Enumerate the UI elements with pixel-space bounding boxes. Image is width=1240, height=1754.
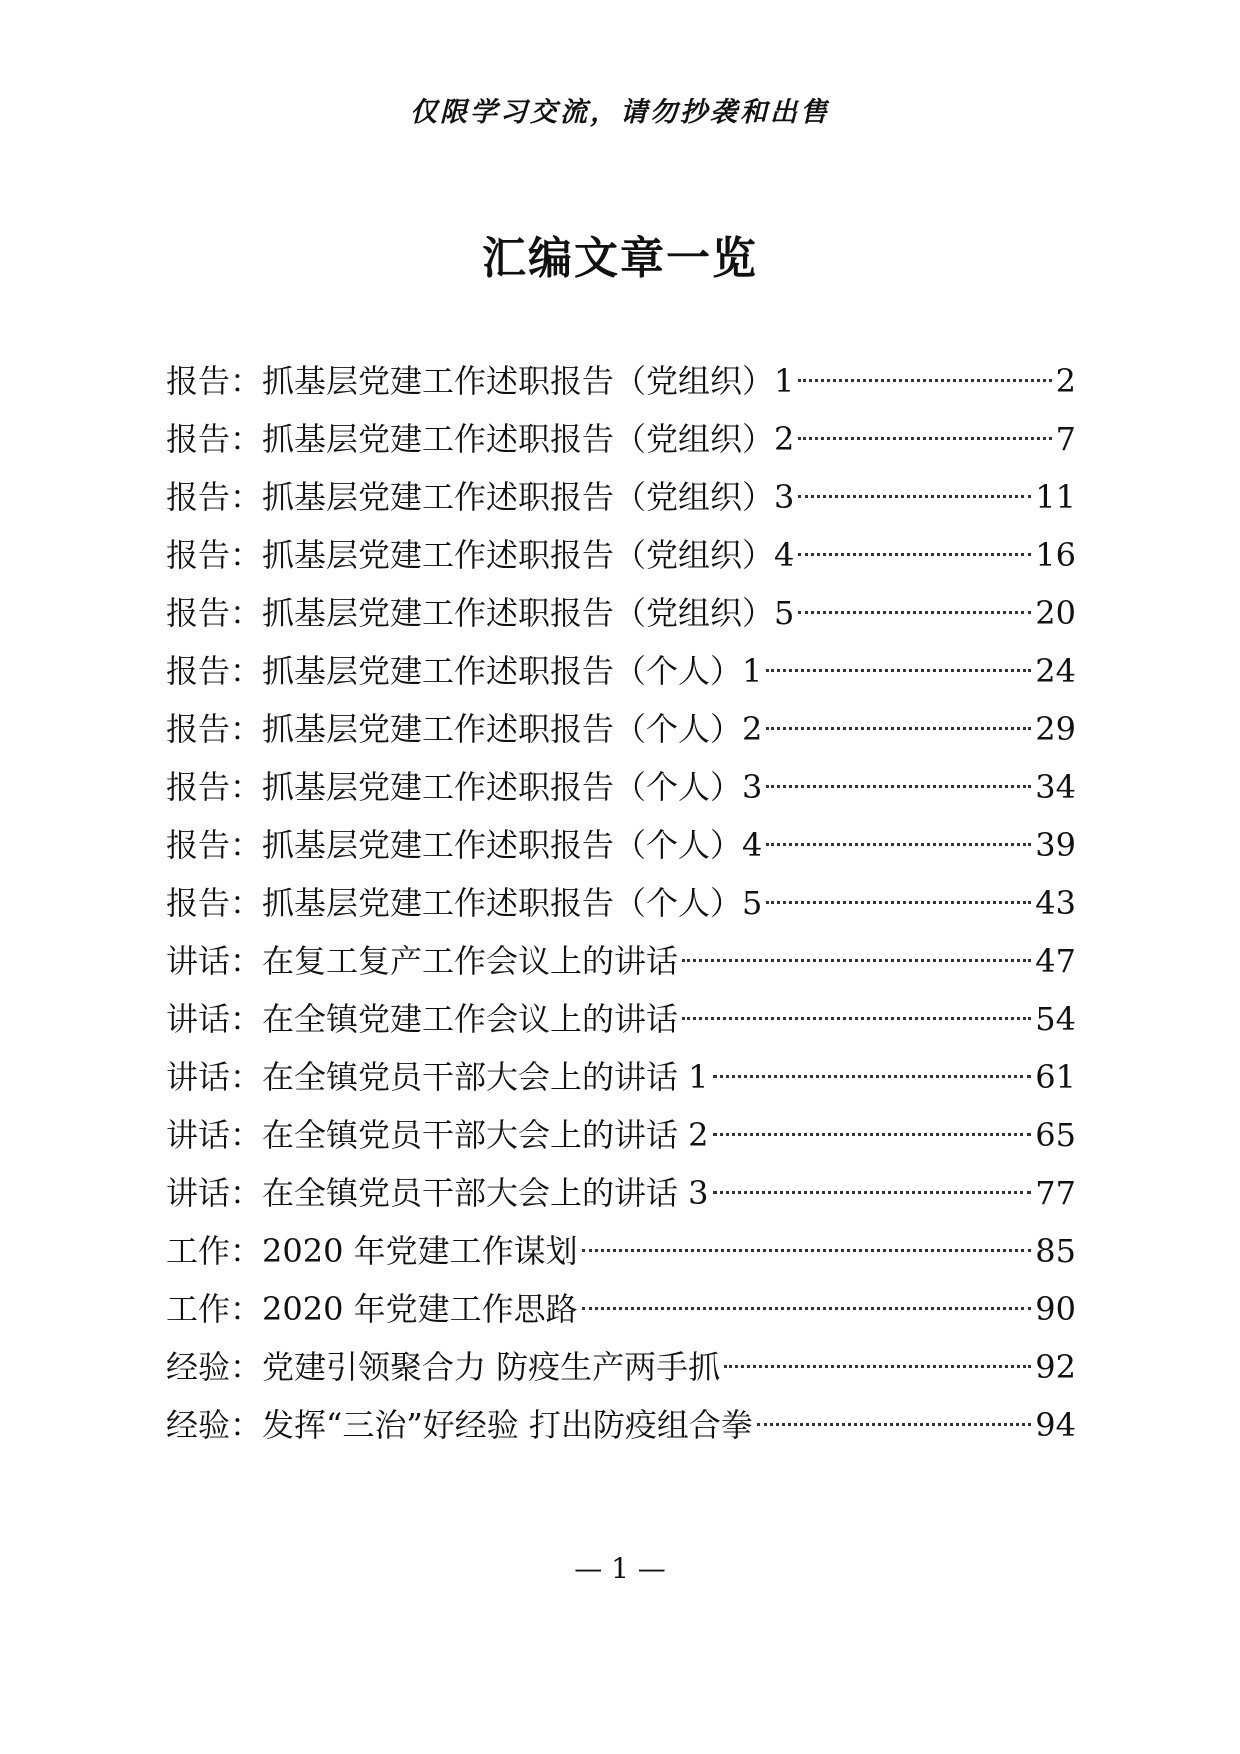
toc-entry[interactable] <box>166 874 1076 932</box>
toc-entry-page: 29 <box>1035 710 1076 748</box>
toc-entry[interactable] <box>166 352 1076 410</box>
toc-entry-title: 报告：抓基层党建工作述职报告（党组织）1 <box>166 362 795 400</box>
toc-leader-dots <box>582 1249 1032 1252</box>
toc-entry[interactable] <box>166 584 1076 642</box>
toc-entry[interactable] <box>166 932 1076 990</box>
toc-entry[interactable] <box>166 1222 1076 1280</box>
toc-entry[interactable] <box>166 468 1076 526</box>
toc-entry-title: 报告：抓基层党建工作述职报告（个人）2 <box>166 710 763 748</box>
toc-leader-dots <box>766 727 1031 730</box>
toc-entry-title: 讲话：在复工复产工作会议上的讲话 <box>166 942 679 980</box>
toc-entry-page: 77 <box>1035 1174 1076 1212</box>
toc-leader-dots <box>798 437 1051 440</box>
toc-entry[interactable] <box>166 1048 1076 1106</box>
toc-leader-dots <box>713 1133 1032 1136</box>
toc-leader-dots <box>798 495 1031 498</box>
toc-entry[interactable] <box>166 1164 1076 1222</box>
toc-entry-title: 报告：抓基层党建工作述职报告（党组织）5 <box>166 594 795 632</box>
toc-entry[interactable] <box>166 758 1076 816</box>
toc-entry-page: 7 <box>1055 420 1076 458</box>
toc-leader-dots <box>798 379 1051 382</box>
toc-entry-title: 报告：抓基层党建工作述职报告（个人）4 <box>166 826 763 864</box>
toc-entry[interactable] <box>166 1396 1076 1454</box>
toc-leader-dots <box>713 1191 1032 1194</box>
toc-entry[interactable] <box>166 990 1076 1048</box>
toc-entry-title: 讲话：在全镇党建工作会议上的讲话 <box>166 1000 679 1038</box>
toc-entry-title: 经验：党建引领聚合力 防疫生产两手抓 <box>166 1348 721 1386</box>
toc-entry-page: 43 <box>1035 884 1076 922</box>
toc-leader-dots <box>798 553 1031 556</box>
toc-entry-title: 讲话：在全镇党员干部大会上的讲话 3 <box>166 1174 709 1212</box>
toc-entry[interactable] <box>166 700 1076 758</box>
toc-entry-title: 讲话：在全镇党员干部大会上的讲话 2 <box>166 1116 709 1154</box>
toc-entry-title: 报告：抓基层党建工作述职报告（个人）5 <box>166 884 763 922</box>
toc-entry[interactable] <box>166 1280 1076 1338</box>
toc-entry-page: 92 <box>1035 1348 1076 1386</box>
toc-leader-dots <box>682 1017 1031 1020</box>
toc-entry-page: 54 <box>1035 1000 1076 1038</box>
toc-entry-title: 工作：2020 年党建工作谋划 <box>166 1232 578 1270</box>
page-number: — 1 — <box>574 1552 666 1585</box>
toc-leader-dots <box>766 669 1031 672</box>
toc-entry-title: 工作：2020 年党建工作思路 <box>166 1290 578 1328</box>
toc-entry-page: 94 <box>1035 1406 1076 1444</box>
toc-leader-dots <box>713 1075 1032 1078</box>
toc-leader-dots <box>757 1423 1031 1426</box>
toc-entry-page: 39 <box>1035 826 1076 864</box>
toc-entry[interactable] <box>166 816 1076 874</box>
toc-leader-dots <box>766 785 1031 788</box>
toc-entry-title: 报告：抓基层党建工作述职报告（个人）3 <box>166 768 763 806</box>
toc-leader-dots <box>724 1365 1031 1368</box>
toc-entry-title: 报告：抓基层党建工作述职报告（党组织）2 <box>166 420 795 458</box>
toc-leader-dots <box>766 901 1031 904</box>
page-title: 汇编文章一览 <box>482 233 758 284</box>
toc-entry[interactable] <box>166 526 1076 584</box>
toc-entry[interactable] <box>166 410 1076 468</box>
toc-leader-dots <box>798 611 1031 614</box>
toc-leader-dots <box>766 843 1031 846</box>
toc-entry-title: 经验：发挥“三治”好经验 打出防疫组合拳 <box>166 1406 753 1444</box>
toc-entry[interactable] <box>166 1338 1076 1396</box>
toc-entry-page: 16 <box>1035 536 1076 574</box>
toc-entry-page: 47 <box>1035 942 1076 980</box>
toc-entry-page: 2 <box>1055 362 1076 400</box>
toc-entry-page: 34 <box>1035 768 1076 806</box>
toc-entry[interactable] <box>166 642 1076 700</box>
toc-entry-page: 20 <box>1035 594 1076 632</box>
toc-entry[interactable] <box>166 1106 1076 1164</box>
toc-entry-page: 24 <box>1035 652 1076 690</box>
toc-entry-page: 90 <box>1035 1290 1076 1328</box>
toc-entry-title: 讲话：在全镇党员干部大会上的讲话 1 <box>166 1058 709 1096</box>
table-of-contents <box>166 352 1076 1454</box>
toc-leader-dots <box>682 959 1031 962</box>
toc-entry-title: 报告：抓基层党建工作述职报告（个人）1 <box>166 652 763 690</box>
toc-entry-page: 61 <box>1035 1058 1076 1096</box>
toc-entry-page: 11 <box>1035 478 1076 516</box>
toc-leader-dots <box>582 1307 1032 1310</box>
toc-entry-page: 65 <box>1035 1116 1076 1154</box>
toc-entry-page: 85 <box>1035 1232 1076 1270</box>
toc-entry-title: 报告：抓基层党建工作述职报告（党组织）3 <box>166 478 795 516</box>
toc-entry-title: 报告：抓基层党建工作述职报告（党组织）4 <box>166 536 795 574</box>
header-note: 仅限学习交流，请勿抄袭和出售 <box>410 97 830 128</box>
